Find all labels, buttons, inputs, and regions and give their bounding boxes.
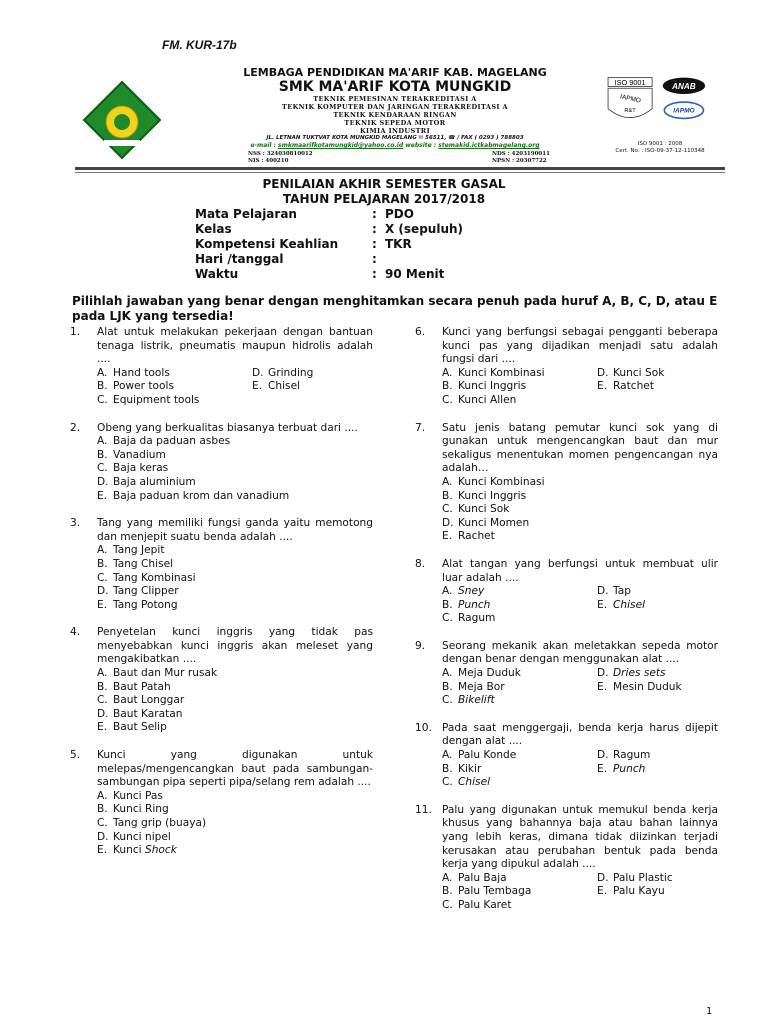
option-text: Rachet [458, 530, 495, 543]
answer-option [97, 449, 373, 463]
answer-option [442, 681, 597, 695]
exam-year: TAHUN PELAJARAN 2017/2018 [282, 192, 486, 206]
answer-option [442, 490, 718, 504]
cert-number: Cert. No. : ISO-09-37-12-110348 [615, 148, 705, 154]
question-number: 10. [415, 721, 432, 734]
iso-certification [600, 141, 720, 155]
option-letter: E. [252, 380, 263, 393]
option-letter: A. [442, 749, 453, 762]
question [415, 326, 718, 408]
school-logo [82, 80, 162, 160]
answer-option [442, 367, 597, 381]
info-colon: : [372, 207, 377, 221]
question [70, 326, 373, 408]
answer-option [97, 721, 373, 735]
answer-option [97, 572, 373, 586]
answer-option [97, 844, 373, 858]
program: TEKNIK KENDARAAN RINGAN [333, 111, 457, 119]
option-text: Baut dan Mur rusak [113, 667, 218, 680]
question-number: 5. [70, 749, 81, 762]
question-text: Obeng yang berkualitas biasanya terbuat dari .... [97, 421, 358, 434]
option-text: Palu Tembaga [458, 885, 532, 898]
info-label: Waktu [195, 267, 239, 281]
question [70, 422, 373, 504]
option-letter: A. [442, 871, 453, 884]
email-label: e-mail : [250, 142, 279, 149]
email-link[interactable]: smkmaarifkotamungkid@yahoo.co.id [278, 142, 404, 149]
website-link[interactable]: stemakid.ictkabmagelang.org [438, 142, 540, 149]
option-letter: A. [97, 667, 108, 680]
answer-option [597, 872, 718, 886]
answer-option [97, 544, 373, 558]
option-text: Ratchet [613, 380, 654, 393]
option-text-italic: Sney [458, 585, 485, 598]
iso-badge-text: ISO 9001 [614, 77, 646, 87]
certification-logos [592, 76, 722, 138]
question-number: 9. [415, 639, 426, 652]
answer-option [97, 817, 373, 831]
answer-option [97, 490, 373, 504]
option-text: Kunci Sok [613, 366, 665, 379]
iapmo-text: IAPMO [619, 93, 642, 105]
answer-options [97, 435, 373, 503]
answer-option [597, 599, 718, 613]
option-text-italic: Chisel [613, 598, 646, 611]
school-name: SMK MA'ARIF KOTA MUNGKID [278, 79, 512, 95]
answer-option [97, 558, 373, 572]
option-text: Tap [613, 585, 631, 598]
answer-option [597, 585, 718, 599]
answer-option [442, 763, 597, 777]
option-text: Baut Selip [113, 721, 167, 734]
answer-options [442, 476, 718, 544]
option-text: Tang Potong [113, 598, 178, 611]
answer-options [442, 585, 718, 626]
answer-option [442, 749, 597, 763]
answer-option [252, 380, 373, 394]
option-letter: B. [442, 489, 453, 502]
option-text: Kunci Inggris [458, 489, 527, 502]
answer-options [442, 749, 718, 790]
answer-option [97, 462, 373, 476]
question-text: Alat untuk melakukan pekerjaan dengan bantuan tenaga listrik, pneumatis maupun hidrolis adalah .... [97, 326, 373, 366]
option-text: Power tools [113, 380, 174, 393]
info-row [195, 267, 495, 282]
rt-text: R&T [624, 107, 636, 114]
option-text: Kunci Allen [458, 393, 517, 406]
option-text: Kunci [113, 844, 145, 857]
option-text-italic: Punch [458, 598, 491, 611]
option-letter: C. [97, 817, 108, 829]
option-letter: B. [97, 448, 108, 461]
option-letter: A. [442, 667, 453, 680]
question-text: Seorang mekanik akan meletakkan sepeda motor dengan benar dengan menggunakan alat .... [442, 639, 718, 666]
option-text: Hand tools [113, 366, 170, 379]
question-text: Pada saat menggergaji, benda kerja harus dijepit dengan alat .... [442, 721, 718, 748]
question [70, 626, 373, 735]
info-colon: : [372, 252, 377, 266]
answer-option [442, 476, 718, 490]
option-letter: D. [597, 749, 609, 762]
option-letter: C. [442, 612, 453, 625]
info-row [195, 207, 495, 222]
answer-option [442, 599, 597, 613]
info-colon: : [372, 222, 377, 236]
answer-options [442, 872, 718, 913]
option-text: Baja paduan krom dan vanadium [113, 489, 290, 502]
option-text: Tang Jepit [113, 544, 165, 557]
option-text-italic: Bikelift [458, 694, 495, 707]
option-letter: C. [442, 393, 453, 406]
option-text-italic: Punch [613, 762, 646, 775]
option-letter: E. [597, 885, 608, 898]
option-letter: A. [442, 475, 453, 488]
option-letter: D. [442, 516, 454, 529]
option-letter: B. [97, 803, 108, 816]
answer-option [97, 681, 373, 695]
answer-option [442, 872, 597, 886]
option-letter: E. [97, 489, 108, 502]
answer-option [597, 763, 718, 777]
questions-left-column [70, 326, 373, 872]
option-text: Palu Baja [458, 871, 507, 884]
page-number: 1 [706, 1006, 713, 1017]
answer-option [442, 585, 597, 599]
question [415, 804, 718, 913]
answer-options [442, 367, 718, 408]
iapmo-logo-text: IAPMO [673, 107, 695, 115]
question-number: 4. [70, 626, 81, 639]
option-letter: C. [442, 898, 453, 911]
anab-text: ANAB [672, 82, 696, 92]
question [415, 640, 718, 708]
option-letter: C. [442, 694, 453, 707]
option-letter: D. [597, 871, 609, 884]
option-text: Meja Bor [458, 680, 505, 693]
answer-option [97, 435, 373, 449]
option-letter: A. [97, 544, 108, 557]
option-text: Baut Karatan [113, 707, 183, 720]
program: TEKNIK KOMPUTER DAN JARINGAN TERAKREDITASI A [282, 103, 508, 111]
question-number: 8. [415, 557, 426, 570]
option-letter: A. [442, 366, 453, 379]
option-letter: B. [97, 680, 108, 693]
option-letter: B. [442, 598, 453, 611]
info-colon: : [372, 267, 377, 281]
answer-options [442, 667, 718, 708]
option-letter: D. [97, 707, 109, 720]
nds-npsn [492, 151, 550, 165]
header-divider-thin [75, 172, 725, 173]
answer-option [442, 503, 718, 517]
option-text: Palu Karet [458, 898, 512, 911]
info-label: Mata Pelajaran [195, 207, 297, 221]
option-letter: D. [97, 585, 109, 598]
option-text: Kunci Kombinasi [458, 366, 545, 379]
instructions: Pilihlah jawaban yang benar dengan menghitamkan secara penuh pada huruf A, B, C, D, atau E pada LJK yang tersedia! [72, 294, 718, 323]
answer-option [442, 776, 597, 790]
answer-option [97, 599, 373, 613]
option-text: Baja keras [113, 462, 169, 475]
answer-option [252, 367, 373, 381]
answer-option [442, 517, 718, 531]
answer-option [97, 831, 373, 845]
question [70, 749, 373, 858]
option-text: Kunci Ring [113, 803, 169, 816]
address: JL. LETNAN TUKTVAT KOTA MUNGKID MAGELANG ✉ 56511, ☎ / FAX ( 0293 ) 788803 [266, 135, 524, 141]
option-text: Tang grip (buaya) [113, 817, 207, 829]
question-number: 1. [70, 326, 81, 338]
info-label: Kompetensi Keahlian [195, 237, 339, 251]
answer-option [97, 803, 373, 817]
option-text: Kunci Inggris [458, 380, 527, 393]
option-letter: D. [597, 585, 609, 598]
answer-option [597, 367, 718, 381]
option-text: Kunci Kombinasi [458, 475, 545, 488]
answer-options [97, 667, 373, 735]
option-letter: E. [597, 598, 608, 611]
option-letter: C. [97, 694, 108, 707]
option-text: Baut Longgar [113, 694, 185, 707]
iso-line: ISO 9001 : 2008 [637, 141, 683, 147]
option-text: Tang Chisel [113, 557, 174, 570]
option-text-italic: Chisel [458, 776, 491, 789]
option-letter: D. [97, 475, 109, 488]
answer-option [442, 530, 718, 544]
option-text: Kunci Pas [113, 789, 163, 802]
answer-option [97, 667, 373, 681]
option-letter: C. [442, 503, 453, 516]
answer-option [97, 708, 373, 722]
info-colon: : [372, 237, 377, 251]
option-text: Mesin Duduk [613, 680, 682, 693]
info-value: TKR [385, 237, 412, 251]
answer-option [97, 790, 373, 804]
info-row [195, 252, 495, 267]
option-text: Equipment tools [113, 393, 200, 406]
question [415, 422, 718, 544]
info-label: Kelas [195, 222, 232, 236]
answer-option [442, 612, 597, 626]
contact-line [200, 142, 590, 150]
answer-option [442, 899, 597, 913]
header-divider [75, 167, 725, 170]
question [415, 722, 718, 790]
answer-option [97, 476, 373, 490]
questions-right-column [415, 326, 718, 927]
option-text: Kunci Sok [458, 503, 510, 516]
info-value: PDO [385, 207, 414, 221]
option-letter: E. [97, 721, 108, 734]
answer-option [97, 694, 373, 708]
question-text: Kunci yang berfungsi sebagai pengganti beberapa kunci pas yang dijadikan menjadi satu adalah fungsi dari .... [442, 326, 718, 366]
nss-nis [248, 151, 313, 165]
answer-option [442, 380, 597, 394]
answer-options [97, 790, 373, 858]
option-letter: D. [97, 830, 109, 843]
info-value: X (sepuluh) [385, 222, 464, 236]
answer-option [597, 749, 718, 763]
nss: NSS : 324030810012 [248, 151, 313, 157]
question [70, 517, 373, 612]
option-text: Ragum [613, 749, 651, 762]
answer-options [97, 544, 373, 612]
option-letter: D. [252, 366, 264, 379]
option-letter: E. [97, 598, 108, 611]
option-letter: B. [97, 557, 108, 570]
answer-option [597, 380, 718, 394]
exam-title: PENILAIAN AKHIR SEMESTER GASAL [262, 177, 506, 191]
program: TEKNIK PEMESINAN TERAKREDITASI A [313, 95, 477, 103]
info-row [195, 237, 495, 252]
answer-option [97, 394, 252, 408]
program: KIMIA INDUSTRI [359, 127, 431, 135]
foundation-name: LEMBAGA PENDIDIKAN MA'ARIF KAB. MAGELANG [243, 66, 547, 79]
option-letter: B. [97, 380, 108, 393]
info-value: 90 Menit [385, 267, 445, 281]
option-text: Chisel [268, 380, 301, 393]
option-letter: A. [442, 585, 453, 598]
option-text-italic: Dries sets [613, 667, 666, 680]
answer-option [442, 885, 597, 899]
question-text: Kunci yang digunakan untuk melepas/mengencangkan baut pada sambungan-sambungan pipa seperti pipa/selang rem adalah .... [97, 749, 373, 789]
option-letter: E. [597, 680, 608, 693]
question-number: 7. [415, 421, 426, 434]
question-text: Satu jenis batang pemutar kunci sok yang di gunakan untuk mengencangkan baut dan mur sekaligus menentukan momen pengencangan nya adalah… [442, 421, 718, 475]
option-letter: D. [597, 366, 609, 379]
option-text: Baja aluminium [113, 475, 196, 488]
option-letter: D. [597, 667, 609, 680]
option-letter: B. [442, 762, 453, 775]
option-letter: E. [597, 380, 608, 393]
option-letter: B. [442, 680, 453, 693]
answer-option [597, 667, 718, 681]
answer-options [97, 367, 373, 408]
question-number: 3. [70, 517, 81, 530]
option-text-italic: Shock [144, 844, 177, 857]
option-letter: C. [97, 393, 108, 406]
option-text: Kunci nipel [113, 830, 171, 843]
letterhead [200, 66, 590, 150]
answer-option [442, 667, 597, 681]
npsn: NPSN : 20307722 [492, 158, 547, 164]
option-letter: E. [97, 844, 108, 857]
answer-option [597, 681, 718, 695]
question-number: 6. [415, 326, 426, 338]
option-letter: B. [442, 885, 453, 898]
question-text: Palu yang digunakan untuk memukul benda kerja khusus yang bahannya baja atau bahan lainnya yang lebih keras, dimana tidak diizinkan terjadi kerusakan atau perubahan bentuk pada benda kerja yang dipukul adalah .... [442, 803, 718, 871]
info-label: Hari /tanggal [195, 252, 284, 266]
option-letter: A. [97, 789, 108, 802]
option-text: Baut Patah [113, 680, 171, 693]
option-letter: C. [97, 462, 108, 475]
answer-option [97, 380, 252, 394]
option-text: Tang Kombinasi [113, 571, 196, 584]
question-text: Alat tangan yang berfungsi untuk membuat ulir luar adalah .... [442, 557, 718, 584]
option-letter: A. [97, 435, 108, 448]
option-letter: E. [597, 762, 608, 775]
question-text: Tang yang memiliki fungsi ganda yaitu memotong dan menjepit suatu benda adalah .... [97, 517, 373, 543]
form-code: FM. KUR-17b [162, 38, 237, 52]
info-row [195, 222, 495, 237]
option-text: Meja Duduk [458, 667, 521, 680]
question [415, 558, 718, 626]
option-text: Palu Konde [458, 749, 517, 762]
option-text: Baja da paduan asbes [113, 435, 231, 448]
option-letter: A. [97, 366, 108, 379]
program: TEKNIK SEPEDA MOTOR [344, 119, 446, 127]
option-text: Palu Plastic [613, 871, 673, 884]
answer-option [97, 367, 252, 381]
option-letter: C. [442, 776, 453, 789]
answer-option [442, 694, 597, 708]
option-letter: E. [442, 530, 453, 543]
answer-option [97, 585, 373, 599]
option-text: Kikir [458, 762, 482, 775]
question-text: Penyetelan kunci inggris yang tidak pas menyebabkan kunci inggris akan meleset yang mengakibatkan .... [97, 626, 373, 666]
website-label: website : [403, 142, 439, 149]
nds: NDS : 4203190011 [492, 151, 550, 157]
option-text: Grinding [268, 366, 314, 379]
option-text: Kunci Momen [458, 516, 530, 529]
option-text: Vanadium [113, 448, 166, 461]
question-number: 11. [415, 803, 432, 816]
nis: NIS : 400210 [248, 158, 289, 164]
question-number: 2. [70, 421, 81, 434]
answer-option [442, 394, 597, 408]
option-letter: C. [97, 571, 108, 584]
option-letter: B. [442, 380, 453, 393]
exam-info [195, 207, 495, 282]
answer-option [597, 885, 718, 899]
option-text: Palu Kayu [613, 885, 665, 898]
option-text: Ragum [458, 612, 496, 625]
option-text: Tang Clipper [113, 585, 179, 598]
